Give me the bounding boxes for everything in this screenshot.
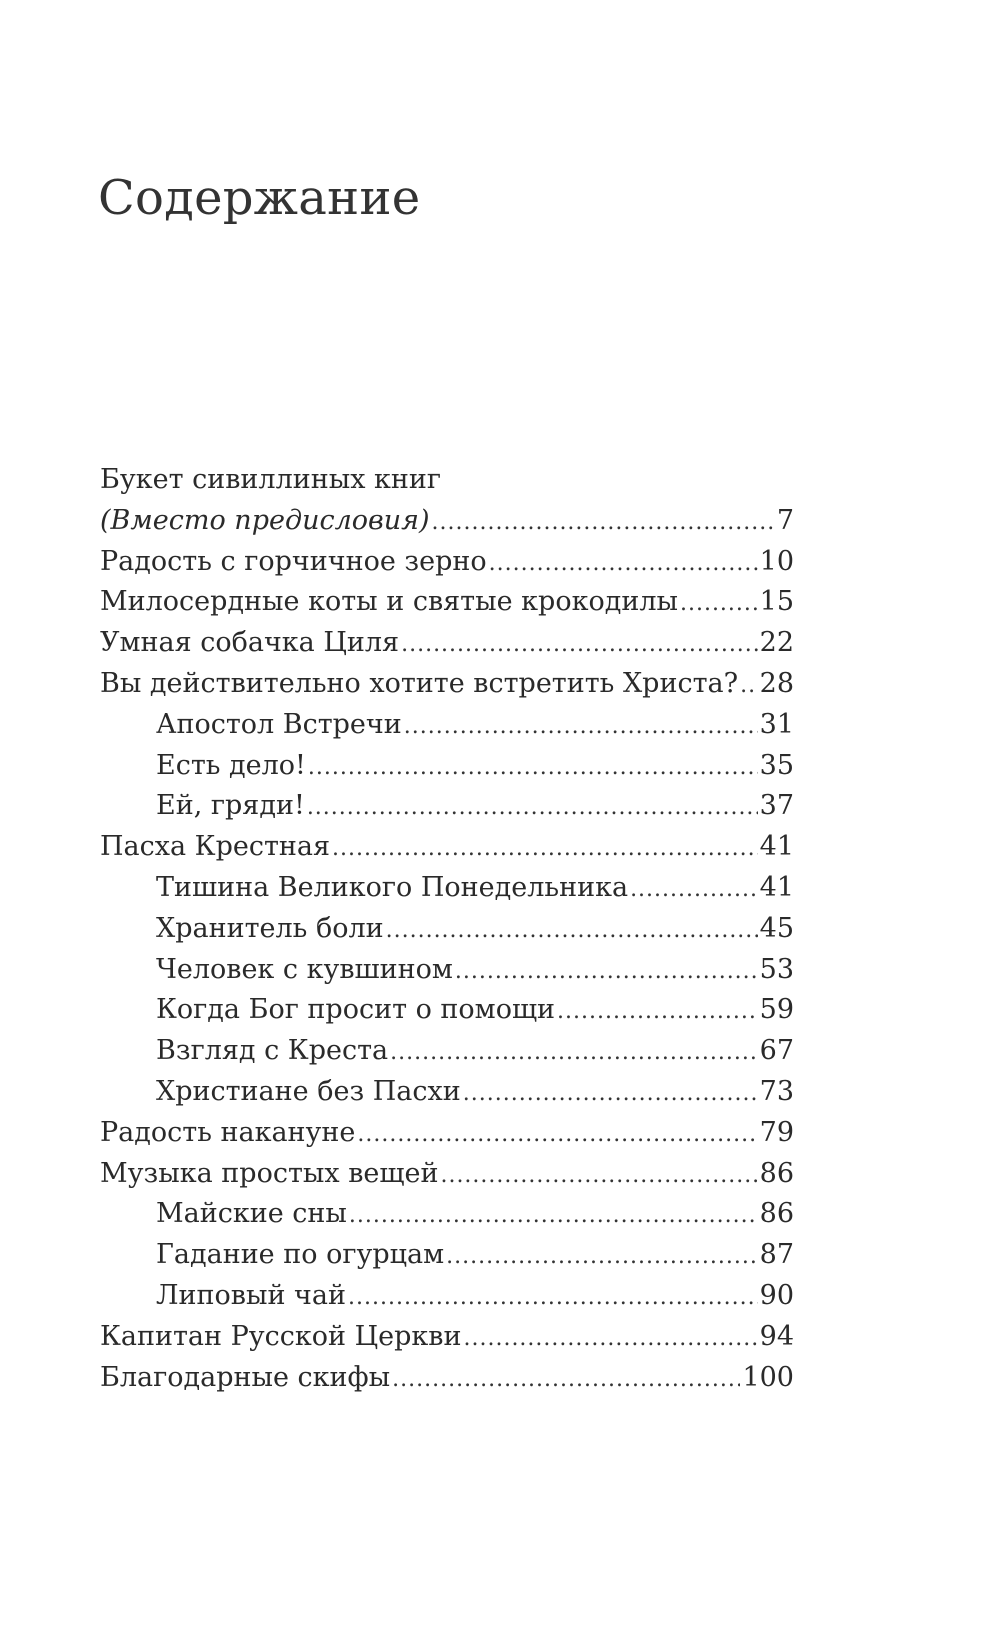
toc-entry-page-number: 28 xyxy=(759,667,794,699)
toc-entry xyxy=(100,1317,794,1358)
dot-leader xyxy=(489,544,758,585)
toc-entry-page-number: 94 xyxy=(759,1320,794,1352)
toc-list xyxy=(100,501,794,1399)
toc-entry xyxy=(100,501,794,542)
toc-entry-title: Гадание по огурцам xyxy=(156,1239,445,1271)
toc-entry-page-number: 73 xyxy=(759,1075,794,1107)
dot-leader xyxy=(463,1074,758,1115)
toc-entry-title: (Вместо предисловия) xyxy=(100,504,430,536)
dot-leader xyxy=(349,1196,758,1237)
toc-entry-title: Есть дело! xyxy=(156,749,306,781)
dot-leader xyxy=(557,992,758,1033)
dot-leader xyxy=(332,829,758,870)
dot-leader xyxy=(307,788,758,829)
toc-entry xyxy=(100,582,794,623)
toc-entry xyxy=(100,1235,794,1276)
dot-leader xyxy=(432,503,775,544)
toc-entry-title: Апостол Встречи xyxy=(156,708,402,740)
dot-leader xyxy=(392,1360,740,1401)
toc-entry xyxy=(100,746,794,787)
toc-entry-title: Тишина Великого Понедельника xyxy=(156,871,629,903)
toc-entry xyxy=(100,664,794,705)
toc-entry-page-number: 45 xyxy=(759,912,794,944)
toc-entry-title: Взгляд с Креста xyxy=(156,1035,389,1067)
toc-entry-page-number: 15 xyxy=(759,586,794,618)
toc-entry-page-number: 86 xyxy=(759,1157,794,1189)
toc-entry-title: Вы действительно хотите встретить Христа? xyxy=(100,667,739,699)
dot-leader xyxy=(463,1319,757,1360)
toc-entry-title: Хранитель боли xyxy=(156,912,384,944)
toc-entry xyxy=(100,1276,794,1317)
toc-entry xyxy=(100,705,794,746)
toc-entry-title: Липовый чай xyxy=(156,1279,346,1311)
toc-entry-title: Майские сны xyxy=(156,1198,347,1230)
toc-entry-title: Радость накануне xyxy=(100,1116,356,1148)
dot-leader xyxy=(308,748,758,789)
toc-entry-title: Умная собачка Циля xyxy=(100,627,400,659)
toc-entry-heading: Букет сивиллиных книг xyxy=(100,464,442,495)
toc-entry-title: Ей, гряди! xyxy=(156,790,305,822)
toc-entry-title: Когда Бог просит о помощи xyxy=(156,994,556,1026)
toc-entry-page-number: 41 xyxy=(759,871,794,903)
toc-entry-page-number: 7 xyxy=(776,504,794,536)
toc-entry xyxy=(100,542,794,583)
toc-entry-page-number: 37 xyxy=(759,790,794,822)
toc-entry-page-number: 100 xyxy=(742,1361,794,1393)
toc-entry xyxy=(100,868,794,909)
toc-entry xyxy=(100,623,794,664)
dot-leader xyxy=(401,625,758,666)
toc-entry-title: Христиане без Пасхи xyxy=(156,1075,461,1107)
toc-entry xyxy=(100,990,794,1031)
toc-entry xyxy=(100,950,794,991)
toc-entry xyxy=(100,827,794,868)
dot-leader xyxy=(630,870,758,911)
toc-entry-page-number: 87 xyxy=(759,1239,794,1271)
toc-entry-page-number: 22 xyxy=(759,627,794,659)
toc-entry xyxy=(100,909,794,950)
dot-leader xyxy=(680,584,758,625)
dot-leader xyxy=(386,911,758,952)
toc-entry xyxy=(100,1194,794,1235)
dot-leader xyxy=(440,1156,757,1197)
toc-entry-page-number: 10 xyxy=(759,545,794,577)
page-title: Содержание xyxy=(98,170,421,226)
dot-leader xyxy=(348,1278,758,1319)
toc-entry-page-number: 86 xyxy=(759,1198,794,1230)
toc-entry-page-number: 31 xyxy=(759,708,794,740)
toc-entry xyxy=(100,1154,794,1195)
dot-leader xyxy=(357,1115,757,1156)
toc-entry xyxy=(100,786,794,827)
toc-entry-title: Человек с кувшином xyxy=(156,953,453,985)
dot-leader xyxy=(740,666,758,707)
toc-entry-title: Милосердные коты и святые крокодилы xyxy=(100,586,678,618)
toc-entry-title: Музыка простых вещей xyxy=(100,1157,439,1189)
toc-entry-title: Радость с горчичное зерно xyxy=(100,545,487,577)
dot-leader xyxy=(390,1033,758,1074)
toc-entry xyxy=(100,1113,794,1154)
toc-entry xyxy=(100,1358,794,1399)
toc-entry-page-number: 41 xyxy=(759,831,794,863)
toc-entry-page-number: 59 xyxy=(759,994,794,1026)
toc-entry-page-number: 53 xyxy=(759,953,794,985)
dot-leader xyxy=(446,1237,758,1278)
toc-entry-title: Пасха Крестная xyxy=(100,831,331,863)
toc-entry-page-number: 67 xyxy=(759,1035,794,1067)
dot-leader xyxy=(455,952,758,993)
toc-entry-page-number: 90 xyxy=(759,1279,794,1311)
toc-entry-page-number: 35 xyxy=(759,749,794,781)
dot-leader xyxy=(404,707,758,748)
toc-entry xyxy=(100,1072,794,1113)
table-of-contents xyxy=(100,460,794,1398)
toc-entry-title: Капитан Русской Церкви xyxy=(100,1320,462,1352)
toc-entry xyxy=(100,1031,794,1072)
toc-entry-page-number: 79 xyxy=(759,1116,794,1148)
toc-entry-title: Благодарные скифы xyxy=(100,1361,391,1393)
